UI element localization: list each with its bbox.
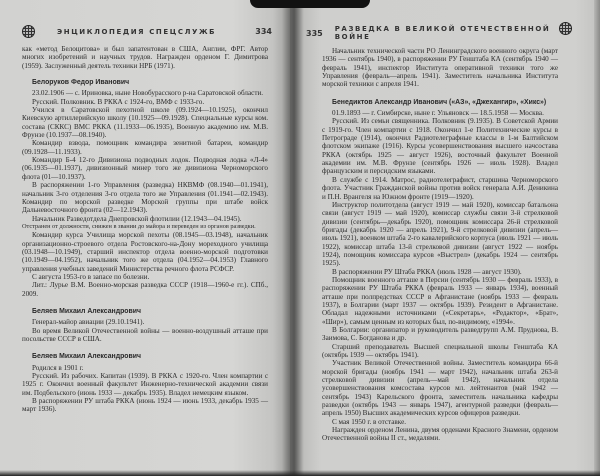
right-running-head-title: РАЗВЕДКА В ВЕЛИКОЙ ОТЕЧЕСТВЕННОЙ ВОЙНЕ (334, 25, 551, 41)
paragraph: В распоряжении РУ штаба РККА (июнь 1924 — июнь 1933, декабрь 1935 — март 1936). (22, 397, 268, 414)
globe-icon (22, 25, 35, 38)
left-running-head (22, 25, 272, 38)
right-running-head (306, 25, 586, 41)
literature-reference: Лит.: Лурье В.М. Военно-морская разведка СССР (1918—1960-е гг.). СПб., 2009. (22, 281, 268, 298)
paragraph-note: Отстранен от должности, снижен в звании до майора и переведен из органов разведки. (22, 222, 256, 230)
paragraph: В распоряжении 1-го Управления (разведка) НКВМФ (08.1940—01.1941), начальник 3-го отделения 3-го отдела того же Управления (01.1941—02.1943). Командир по морской разведке Морской группы при штабе войск Дальневосточного фронта (02—12.1943). (22, 181, 268, 215)
left-page (0, 0, 290, 476)
entry-title: Беляев Михаил Александрович (32, 353, 141, 361)
left-text-column (22, 45, 268, 414)
paragraph: Награжден орденом Ленина, двумя орденами Красного Знамени, орденом Отечественной войны II ст., медалями. (322, 426, 558, 443)
right-page-number: 335 (306, 28, 323, 38)
continuation-paragraph: как «метод Белоцитова» и был запатентован в США, Англии, ФРГ. Автор многих изобретений и научных трудов. Награжден орденом Г. Димитрова (1959). Заслуженный деятель техники НРБ (1971). (22, 45, 268, 70)
paragraph: Командир Б-4 12-го Дивизиона подводных лодок. Подводная лодка «Л-4» (06.1935—01.1937), дивизионный минер того же дивизиона Черноморского флота (01—10.1937). (22, 156, 268, 181)
paragraph: Начальник Разведотдела Днепровской флотилии (12.1943—04.1945). (32, 214, 242, 223)
entry-title: Беляев Михаил Александрович (32, 307, 141, 315)
paragraph: 23.02.1906 — с. Ириновка, ныне Новобурасского р-на Саратовской области. (32, 89, 264, 98)
paragraph: Русский. Полковник. В РККА с 1924-го, ВМФ с 1933-го. (32, 97, 205, 106)
entry-title: Белоруков Федор Иванович (32, 79, 130, 87)
paragraph: Инструктор политотдела (август 1919 — май 1920), комиссар батальона связи (август 1919 — май 1920), комиссар службы связи 3-й стрелковой дивизии (сентябрь—декабрь 1920), помощник комиссара 26-й стрелковой бригады (декабрь 1920 — апрель 1921), 9-й стрелковой дивизии (апрель—июль 1921), военком штаба 2-го кавалерийского корпуса (июль 1921 — июль 1922), комиссар штаба 13-й стрелковой дивизии (август 1922 — ноябрь 1924), помощник комиссара курсов «Выстрел» (декабрь 1924 — сентябрь 1925). (322, 200, 558, 268)
entry-belyaev-2 (22, 353, 268, 413)
book-gutter (282, 0, 304, 476)
paragraph: С августа 1953-го в запасе по болезни. (32, 272, 150, 281)
entry-belyaev-1 (22, 308, 268, 343)
entry-title: Бенедиктов Александр Иванович («АЗ», «Джехангир», «Хикс») (332, 98, 547, 106)
continuation-paragraph: Начальник технической части РО Ленинградского военного округа (март 1936 — сентябрь 1940), в распоряжении РУ Генштаба КА (сентябрь 1940 — февраль 1941), инспектор Института оперативной техники того же Управления (февраль—апрель 1941). Заместитель начальника Института морской техники с апреля 1941. (322, 47, 558, 89)
paragraph: Родился в 1901 г. (32, 363, 84, 372)
paragraph: В распоряжении РУ Штаба РККА (июль 1928 — август 1930). (332, 267, 522, 276)
paragraph: Учился в Саратовской пехотной школе (09.1924—10.1925), окончил Киевскую артиллерийскую школу (10.1925—09.1928). Специальные курсы ком. состава (СККС) ВМС РККА (11.1933—06.1935), Военную академию им. М.В. Фрунзе (10.1937—08.1940). (22, 106, 268, 140)
entry-beloroukov (22, 79, 268, 298)
book-top-edge (250, 0, 370, 8)
right-page (290, 0, 600, 476)
paragraph: Русский. Из семьи священника. Полковник (9.1935). В Советской Армии с 1919-го. Член компартии с 1918. Окончил 1-е Политехнические курсы в Петрограде (1914), окончил Радиотелеграфные классы в 1-м Балтийском флотском экипаже (1916). Курсы усовершенствования высшего начсостава РККА (октябрь 1925 — август 1926), восточный факультет Военной академии им. М.В. Фрунзе (сентябрь 1926 — июль 1928). Владел французским и персидским языками. (322, 117, 558, 176)
globe-icon (559, 22, 572, 35)
book-bottom-edge (0, 470, 600, 476)
right-text-column (322, 47, 558, 443)
left-running-head-title: ЭНЦИКЛОПЕДИЯ СПЕЦСЛУЖБ (57, 27, 217, 36)
paragraph: Командир взвода, помощник командира зенитной батареи, командир (09.1928—11.1933). (22, 139, 268, 156)
book-right-edge (594, 0, 600, 476)
paragraph: Русский. Из рабочих. Капитан (1939). В РККА с 1920-го. Член компартии с 1925 г. Окончил военный факультет Инженерно-технической академии связи им. Подбельского (июнь 1933 — декабрь 1935). Владел немецким языком. (22, 372, 268, 397)
paragraph: В Болгарии: организатор и руководитель разведгрупп А.М. Пруднова, В. Заимова, С. Богданова и др. (322, 326, 558, 343)
paragraph: С мая 1950 г. в отставке. (332, 417, 407, 426)
paragraph: Командир курса Училища морской пехоты (08.1945—03.1948), начальник организационно-строевого отдела Ростовского-на-Дону мореходного училища (03.1948—10.1949), старший инспектор отдела военно-морской подготовки (10.1949—04.1952), начальник того же отдела (04.1952—04.1953) Главного управления учебных заведений Министерства речного флота РСФСР. (22, 231, 268, 273)
paragraph: Генерал-майор авиации (29.10.1941). (32, 318, 145, 327)
paragraph: В службе с 1914. Матрос, радиотелеграфист, старшина Черноморского флота. Участник Гражданской войны против войск генерала А.И. Деникина и П.Н. Врангеля на Южном фронте (1919—1920). (322, 175, 558, 201)
paragraph: Во время Великой Отечественной войны — военно-воздушный атташе при посольстве СССР в США. (22, 326, 268, 343)
paragraph: 01.9.1893 — г. Симбирске, ныне г. Ульяновск — 18.5.1958 — Москва. (332, 109, 544, 118)
entry-benediktov (322, 99, 558, 443)
paragraph: Участник Великой Отечественной войны. Заместитель командира 66-й морской бригады (ноябрь 1941 — март 1942), начальник штаба 263-й стрелковой дивизии (апрель—май 1942), начальник отдела усовершенствования комсостава курсов мл. лейтенантов (май 1942 — сентябрь 1943) Карельского фронта, заместитель начальника кафедры разведки (октябрь 1943 — январь 1947), агентурной разведки (февраль—апрель 1950) Высших академических курсов офицеров разведки. (322, 359, 558, 418)
paragraph: Помощник военного атташе в Персии (сентябрь 1930 — февраль 1933), в распоряжении РУ Штаба РККА (февраль 1933 — январь 1934), военный атташе при полпредствах СССР в Афганистане (ноябрь 1933 — февраль 1937), в Болгарии (март 1937 — октябрь 1939). Резидент в Афганистане. Обладал надежными источниками («Секретарь», «Редактор», «Брат», «Шир»), самым ценным из которых был, по-видимому, «1994». (322, 275, 558, 326)
paragraph: Старший преподаватель Высшей специальной школы Генштаба КА (октябрь 1939 — октябрь 1941). (322, 342, 558, 360)
left-page-number: 334 (255, 27, 272, 36)
